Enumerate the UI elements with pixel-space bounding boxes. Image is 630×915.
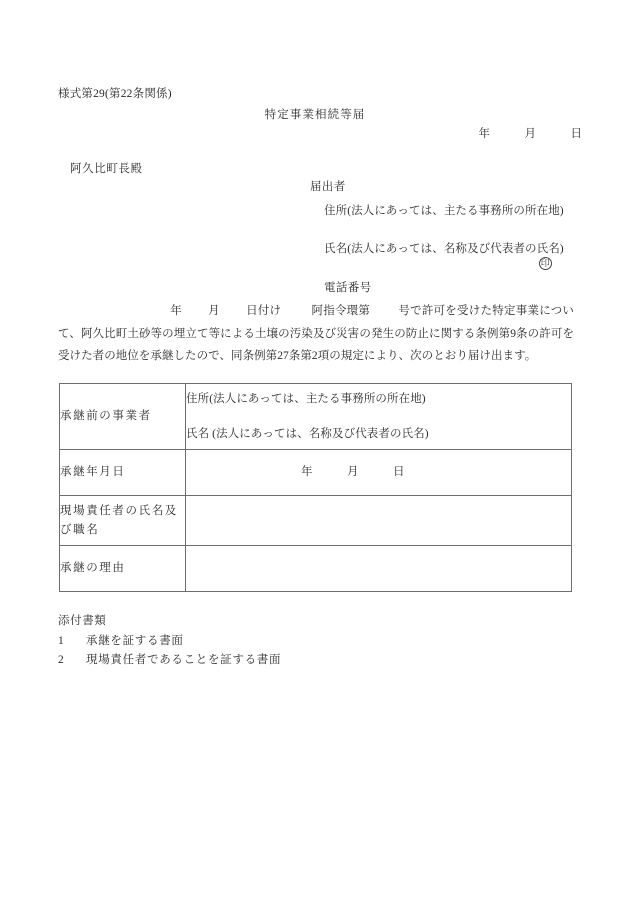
row-value-succession-date[interactable] xyxy=(186,450,572,496)
body-date-year: 年 xyxy=(170,305,182,317)
list-item xyxy=(58,651,281,671)
body-date-month: 月 xyxy=(207,305,220,317)
attachment-text: 承継を証する書面 xyxy=(86,634,184,647)
submitter-address-label: 住所(法人にあっては、主たる事務所の所在地) xyxy=(324,205,564,217)
addressee: 阿久比町長殿 xyxy=(70,163,143,175)
issue-date-text: 年 月 日 xyxy=(478,128,582,140)
submitter-block xyxy=(310,178,564,295)
attachments-section xyxy=(58,612,281,671)
table-row xyxy=(60,384,572,450)
previous-operator-address-label: 住所(法人にあっては、主たる事務所の所在地) xyxy=(186,392,426,405)
issue-date-line xyxy=(479,125,583,141)
attachment-number: 2 xyxy=(58,654,64,666)
body-permit-prefix: 阿指令環第 xyxy=(311,305,371,317)
body-paragraph xyxy=(58,300,574,368)
submitter-phone-label: 電話番号 xyxy=(324,282,372,294)
row-label-site-manager: 現場責任者の氏名及び職名 xyxy=(60,496,186,546)
row-label-previous-operator: 承継前の事業者 xyxy=(60,384,186,450)
attachment-text: 現場責任者であることを証する書面 xyxy=(86,654,282,666)
row-value-site-manager[interactable] xyxy=(186,496,572,546)
page-title: 特定事業相続等届 xyxy=(264,109,366,121)
list-item xyxy=(58,632,281,652)
attachments-heading: 添付書類 xyxy=(58,615,107,627)
previous-operator-name-label: 氏名 (法人にあっては、名称及び代表者の氏名) xyxy=(186,427,429,440)
submitter-heading: 届出者 xyxy=(310,181,346,193)
succession-date-line: 年 月 日 xyxy=(301,466,405,478)
row-label-succession-reason: 承継の理由 xyxy=(60,546,186,592)
body-date-day: 日付け xyxy=(245,305,282,317)
seal-stamp-icon: 印 xyxy=(540,258,550,268)
row-label-succession-date: 承継年月日 xyxy=(60,450,186,496)
table-row xyxy=(60,546,572,592)
body-text: 号で許可を受けた特定事業について、阿久比町土砂等の埋立て等による土壌の汚染及び災害の発生の防止に関する条例第9条の許可を受けた者の地位を承継したので、同条例第27条第2項の規定により、次のとおり届け出ます。 xyxy=(58,305,574,362)
seal-area xyxy=(310,257,564,270)
table-row xyxy=(60,496,572,546)
attachment-number: 1 xyxy=(58,634,64,647)
row-value-succession-reason[interactable] xyxy=(186,546,572,592)
succession-details-table xyxy=(59,383,572,592)
submitter-name-label: 氏名(法人にあっては、名称及び代表者の氏名) xyxy=(324,243,564,255)
row-value-previous-operator[interactable] xyxy=(186,384,572,450)
table-row xyxy=(60,450,572,496)
form-number: 様式第29(第22条関係) xyxy=(58,88,172,100)
